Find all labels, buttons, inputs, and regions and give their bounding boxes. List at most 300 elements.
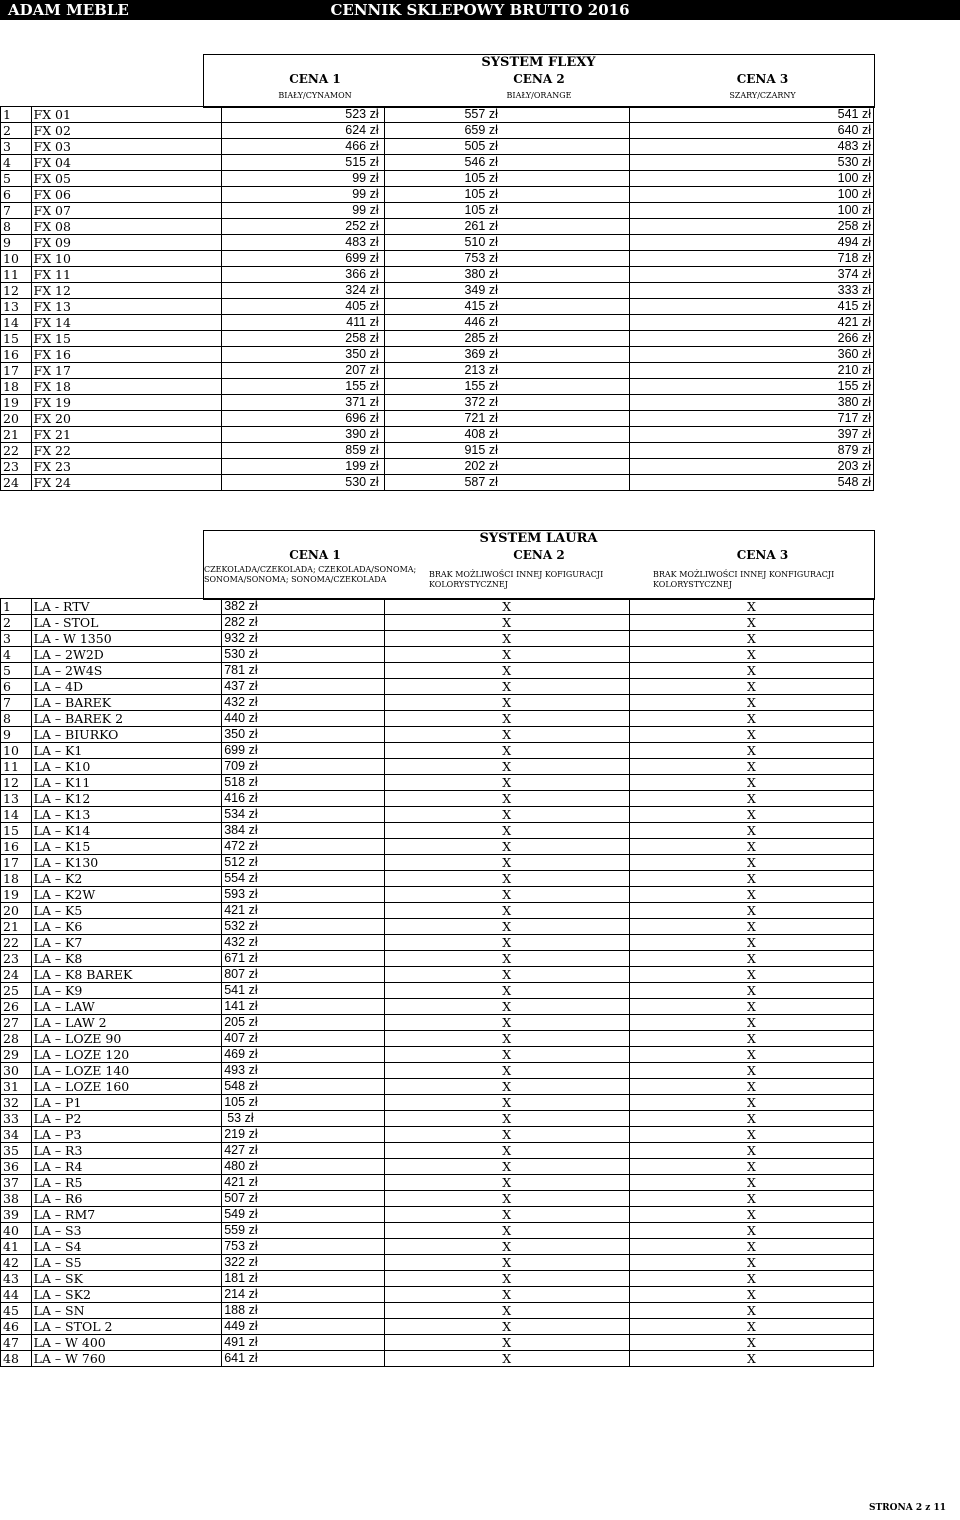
price-cena-2: X [384,1255,629,1271]
product-code: FX 23 [31,459,222,475]
row-number: 14 [1,807,32,823]
company-name: ADAM MEBLE [8,1,129,19]
price-cena-3: 415 zł [629,299,873,315]
price-cena-1: 411 zł [222,315,384,331]
table-row [1,599,874,615]
flexy-cena-3: CENA 3 [736,72,789,86]
table-row [1,235,874,251]
row-number: 27 [1,1015,32,1031]
table-row [1,315,874,331]
product-code: LA – R5 [31,1175,222,1191]
row-number: 37 [1,1175,32,1191]
price-cena-2: X [384,647,629,663]
price-cena-1: 541 zł [222,983,384,999]
row-number: 46 [1,1319,32,1335]
row-number: 43 [1,1271,32,1287]
row-number: 22 [1,443,32,459]
price-cena-2: X [384,727,629,743]
price-cena-1: 384 zł [222,823,384,839]
price-cena-2: X [384,951,629,967]
table-row [1,123,874,139]
price-cena-1: 554 zł [222,871,384,887]
table-row [1,1127,874,1143]
price-cena-3: X [629,1127,873,1143]
price-cena-3: X [629,1271,873,1287]
price-cena-2: X [384,1223,629,1239]
laura-header [203,530,874,598]
top-header-bar [0,0,960,20]
price-cena-2: X [384,1319,629,1335]
row-number: 13 [1,299,32,315]
price-cena-1: 407 zł [222,1031,384,1047]
product-code: LA – K8 BAREK [31,967,222,983]
row-number: 22 [1,935,32,951]
product-code: LA - STOL [31,615,222,631]
price-cena-1: 518 zł [222,775,384,791]
price-cena-2: 753 zł [384,251,629,267]
price-cena-2: 105 zł [384,203,629,219]
row-number: 42 [1,1255,32,1271]
price-cena-2: X [384,1079,629,1095]
table-row [1,1239,874,1255]
row-number: 16 [1,839,32,855]
price-cena-2: 721 zł [384,411,629,427]
price-cena-2: 546 zł [384,155,629,171]
price-cena-2: X [384,1287,629,1303]
product-code: FX 20 [31,411,222,427]
price-cena-3: 530 zł [629,155,873,171]
product-code: LA – K15 [31,839,222,855]
price-cena-3: X [629,1303,873,1319]
flexy-title: SYSTEM FLEXY [481,55,596,70]
table-row [1,267,874,283]
price-cena-2: X [384,1207,629,1223]
price-cena-1: 449 zł [222,1319,384,1335]
price-cena-2: 349 zł [384,283,629,299]
price-cena-2: X [384,1015,629,1031]
product-code: LA – S5 [31,1255,222,1271]
row-number: 24 [1,475,32,491]
row-number: 7 [1,695,32,711]
product-code: FX 10 [31,251,222,267]
row-number: 19 [1,395,32,411]
price-cena-2: X [384,631,629,647]
price-cena-1: 493 zł [222,1063,384,1079]
price-cena-3: 374 zł [629,267,873,283]
price-cena-3: X [629,1239,873,1255]
product-code: FX 14 [31,315,222,331]
price-cena-1: 205 zł [222,1015,384,1031]
product-code: LA – SN [31,1303,222,1319]
price-cena-2: 587 zł [384,475,629,491]
row-number: 36 [1,1159,32,1175]
product-code: LA – W 760 [31,1351,222,1367]
table-row [1,759,874,775]
product-code: LA – RM7 [31,1207,222,1223]
price-cena-3: X [629,919,873,935]
price-cena-3: X [629,1207,873,1223]
row-number: 1 [1,107,32,123]
product-code: LA – P3 [31,1127,222,1143]
product-code: LA – SK2 [31,1287,222,1303]
price-cena-1: 530 zł [222,475,384,491]
price-cena-1: 405 zł [222,299,384,315]
price-cena-2: X [384,1239,629,1255]
price-cena-2: X [384,663,629,679]
price-cena-3: X [629,1287,873,1303]
row-number: 18 [1,379,32,395]
product-code: LA – K10 [31,759,222,775]
price-cena-1: 440 zł [222,711,384,727]
price-cena-3: 100 zł [629,203,873,219]
product-code: FX 06 [31,187,222,203]
price-cena-2: X [384,775,629,791]
row-number: 40 [1,1223,32,1239]
price-cena-1: 214 zł [222,1287,384,1303]
price-cena-1: 512 zł [222,855,384,871]
price-cena-3: 155 zł [629,379,873,395]
table-row [1,1207,874,1223]
row-number: 5 [1,171,32,187]
product-code: FX 08 [31,219,222,235]
price-cena-1: 188 zł [222,1303,384,1319]
table-row [1,951,874,967]
flexy-header [203,54,874,104]
table-row [1,1303,874,1319]
product-code: FX 21 [31,427,222,443]
flexy-cena-2: CENA 2 [513,72,565,86]
price-cena-3: 421 zł [629,315,873,331]
row-number: 8 [1,219,32,235]
price-cena-1: 559 zł [222,1223,384,1239]
price-cena-1: 709 zł [222,759,384,775]
table-row [1,139,874,155]
price-cena-2: X [384,695,629,711]
price-cena-1: 421 zł [222,903,384,919]
table-row [1,791,874,807]
price-cena-2: X [384,1047,629,1063]
laura-color-1: CZEKOLADA/CZEKOLADA; CZEKOLADA/SONOMA; SONOMA/SONOMA; SONOMA/CZEKOLADA [204,565,417,584]
price-cena-1: 696 zł [222,411,384,427]
table-row [1,1271,874,1287]
price-cena-1: 350 zł [222,727,384,743]
row-number: 11 [1,267,32,283]
price-cena-3: X [629,1111,873,1127]
price-cena-1: 699 zł [222,743,384,759]
price-cena-2: X [384,871,629,887]
flexy-color-2: BIAŁY/ORANGE [506,91,572,100]
price-cena-3: X [629,935,873,951]
row-number: 16 [1,347,32,363]
table-row [1,1031,874,1047]
price-cena-3: X [629,759,873,775]
price-cena-1: 515 zł [222,155,384,171]
price-cena-3: X [629,967,873,983]
row-number: 7 [1,203,32,219]
table-row [1,823,874,839]
row-number: 12 [1,775,32,791]
price-cena-2: X [384,791,629,807]
product-code: LA – R3 [31,1143,222,1159]
laura-title: SYSTEM LAURA [479,531,598,546]
table-row [1,679,874,695]
price-cena-3: 640 zł [629,123,873,139]
price-cena-3: X [629,903,873,919]
price-cena-1: 671 zł [222,951,384,967]
price-cena-1: 258 zł [222,331,384,347]
product-code: LA – BIURKO [31,727,222,743]
price-cena-3: X [629,1335,873,1351]
laura-cena-1: CENA 1 [289,548,341,562]
price-cena-1: 382 zł [222,599,384,615]
price-cena-3: X [629,1159,873,1175]
price-cena-2: X [384,823,629,839]
product-code: LA – K12 [31,791,222,807]
table-row [1,1351,874,1367]
price-cena-2: 505 zł [384,139,629,155]
price-cena-2: X [384,1191,629,1207]
price-cena-3: X [629,743,873,759]
laura-price-table [0,598,874,1367]
price-cena-2: 915 zł [384,443,629,459]
product-code: LA – P2 [31,1111,222,1127]
product-code: FX 07 [31,203,222,219]
product-code: FX 09 [31,235,222,251]
table-row [1,695,874,711]
price-cena-3: X [629,679,873,695]
product-code: FX 22 [31,443,222,459]
product-code: LA – 2W2D [31,647,222,663]
price-cena-3: X [629,951,873,967]
price-cena-1: 483 zł [222,235,384,251]
product-code: LA – P1 [31,1095,222,1111]
table-row [1,331,874,347]
table-row [1,999,874,1015]
price-cena-1: 427 zł [222,1143,384,1159]
product-code: FX 16 [31,347,222,363]
row-number: 18 [1,871,32,887]
table-row [1,1079,874,1095]
price-cena-3: 380 zł [629,395,873,411]
price-cena-3: X [629,1143,873,1159]
price-cena-3: X [629,871,873,887]
table-row [1,775,874,791]
product-code: LA – K5 [31,903,222,919]
table-row [1,663,874,679]
price-cena-1: 390 zł [222,427,384,443]
price-cena-3: 258 zł [629,219,873,235]
price-cena-1: 753 zł [222,1239,384,1255]
document-title: CENNIK SKLEPOWY BRUTTO 2016 [330,1,630,19]
price-cena-2: 105 zł [384,171,629,187]
product-code: FX 19 [31,395,222,411]
price-cena-1: 532 zł [222,919,384,935]
price-cena-3: 100 zł [629,187,873,203]
flexy-color-3: SZARY/CZARNY [729,91,796,100]
product-code: LA – K2W [31,887,222,903]
price-cena-2: X [384,935,629,951]
price-cena-3: X [629,855,873,871]
flexy-price-table [0,106,874,491]
price-cena-2: 155 zł [384,379,629,395]
row-number: 39 [1,1207,32,1223]
product-code: FX 03 [31,139,222,155]
product-code: LA - W 1350 [31,631,222,647]
price-cena-1: 421 zł [222,1175,384,1191]
row-number: 9 [1,727,32,743]
product-code: FX 02 [31,123,222,139]
table-row [1,475,874,491]
table-row [1,283,874,299]
price-cena-3: 494 zł [629,235,873,251]
price-cena-3: X [629,615,873,631]
price-cena-1: 807 zł [222,967,384,983]
row-number: 32 [1,1095,32,1111]
price-cena-1: 366 zł [222,267,384,283]
price-cena-2: X [384,1127,629,1143]
product-code: FX 04 [31,155,222,171]
price-cena-2: X [384,983,629,999]
table-row [1,1095,874,1111]
table-row [1,299,874,315]
product-code: LA – K9 [31,983,222,999]
row-number: 20 [1,411,32,427]
price-cena-3: X [629,775,873,791]
price-cena-3: X [629,1223,873,1239]
price-cena-1: 219 zł [222,1127,384,1143]
row-number: 20 [1,903,32,919]
row-number: 33 [1,1111,32,1127]
product-code: LA – K6 [31,919,222,935]
laura-color-3: BRAK MOŻLIWOŚCI INNEJ KONFIGURACJI KOLORYSTYCZNEJ [653,570,835,589]
price-cena-3: 397 zł [629,427,873,443]
product-code: LA – K130 [31,855,222,871]
product-code: LA – STOL 2 [31,1319,222,1335]
table-row [1,1255,874,1271]
price-cena-3: X [629,695,873,711]
table-row [1,155,874,171]
price-cena-3: X [629,1255,873,1271]
price-cena-3: 360 zł [629,347,873,363]
product-code: LA – 4D [31,679,222,695]
price-cena-2: 372 zł [384,395,629,411]
laura-cena-2: CENA 2 [513,548,565,562]
table-row [1,187,874,203]
price-cena-3: X [629,727,873,743]
price-cena-1: 699 zł [222,251,384,267]
price-cena-2: 557 zł [384,107,629,123]
price-cena-2: X [384,1271,629,1287]
product-code: LA – K7 [31,935,222,951]
row-number: 4 [1,647,32,663]
table-row [1,1175,874,1191]
table-row [1,347,874,363]
price-cena-2: X [384,1111,629,1127]
row-number: 35 [1,1143,32,1159]
price-cena-2: X [384,711,629,727]
table-row [1,727,874,743]
price-cena-2: X [384,615,629,631]
price-cena-2: X [384,967,629,983]
table-row [1,1287,874,1303]
price-cena-2: 213 zł [384,363,629,379]
price-cena-1: 105 zł [222,1095,384,1111]
table-row [1,1015,874,1031]
product-code: LA – LOZE 160 [31,1079,222,1095]
price-cena-1: 181 zł [222,1271,384,1287]
row-number: 24 [1,967,32,983]
price-cena-1: 593 zł [222,887,384,903]
row-number: 14 [1,315,32,331]
price-cena-2: 659 zł [384,123,629,139]
price-cena-2: 510 zł [384,235,629,251]
row-number: 19 [1,887,32,903]
flexy-color-1: BIAŁY/CYNAMON [278,91,352,100]
table-row [1,967,874,983]
table-row [1,251,874,267]
table-row [1,615,874,631]
product-code: LA – LOZE 140 [31,1063,222,1079]
product-code: LA – BAREK 2 [31,711,222,727]
table-row [1,903,874,919]
product-code: FX 15 [31,331,222,347]
row-number: 4 [1,155,32,171]
table-row [1,427,874,443]
price-cena-1: 437 zł [222,679,384,695]
product-code: LA – K14 [31,823,222,839]
price-cena-1: 99 zł [222,171,384,187]
price-cena-3: X [629,823,873,839]
product-code: FX 11 [31,267,222,283]
product-code: LA – BAREK [31,695,222,711]
price-cena-3: X [629,1047,873,1063]
row-number: 28 [1,1031,32,1047]
price-cena-1: 469 zł [222,1047,384,1063]
row-number: 12 [1,283,32,299]
price-cena-3: X [629,983,873,999]
price-cena-2: 408 zł [384,427,629,443]
price-cena-2: X [384,1063,629,1079]
price-cena-3: 717 zł [629,411,873,427]
table-row [1,1191,874,1207]
product-code: LA – K13 [31,807,222,823]
price-cena-2: X [384,1175,629,1191]
price-cena-1: 548 zł [222,1079,384,1095]
price-cena-3: X [629,631,873,647]
table-row [1,171,874,187]
price-cena-2: X [384,759,629,775]
row-number: 15 [1,823,32,839]
table-row [1,1143,874,1159]
product-code: LA – LOZE 120 [31,1047,222,1063]
price-cena-1: 282 zł [222,615,384,631]
price-cena-1: 207 zł [222,363,384,379]
product-code: FX 17 [31,363,222,379]
row-number: 48 [1,1351,32,1367]
price-cena-2: X [384,807,629,823]
price-cena-3: 333 zł [629,283,873,299]
price-cena-3: 483 zł [629,139,873,155]
table-row [1,1223,874,1239]
table-row [1,855,874,871]
price-cena-1: 781 zł [222,663,384,679]
row-number: 5 [1,663,32,679]
price-cena-2: X [384,1303,629,1319]
laura-color-2: BRAK MOŻLIWOŚCI INNEJ KOFIGURACJI KOLORYSTYCZNEJ [429,570,604,589]
table-row [1,807,874,823]
row-number: 23 [1,459,32,475]
row-number: 41 [1,1239,32,1255]
